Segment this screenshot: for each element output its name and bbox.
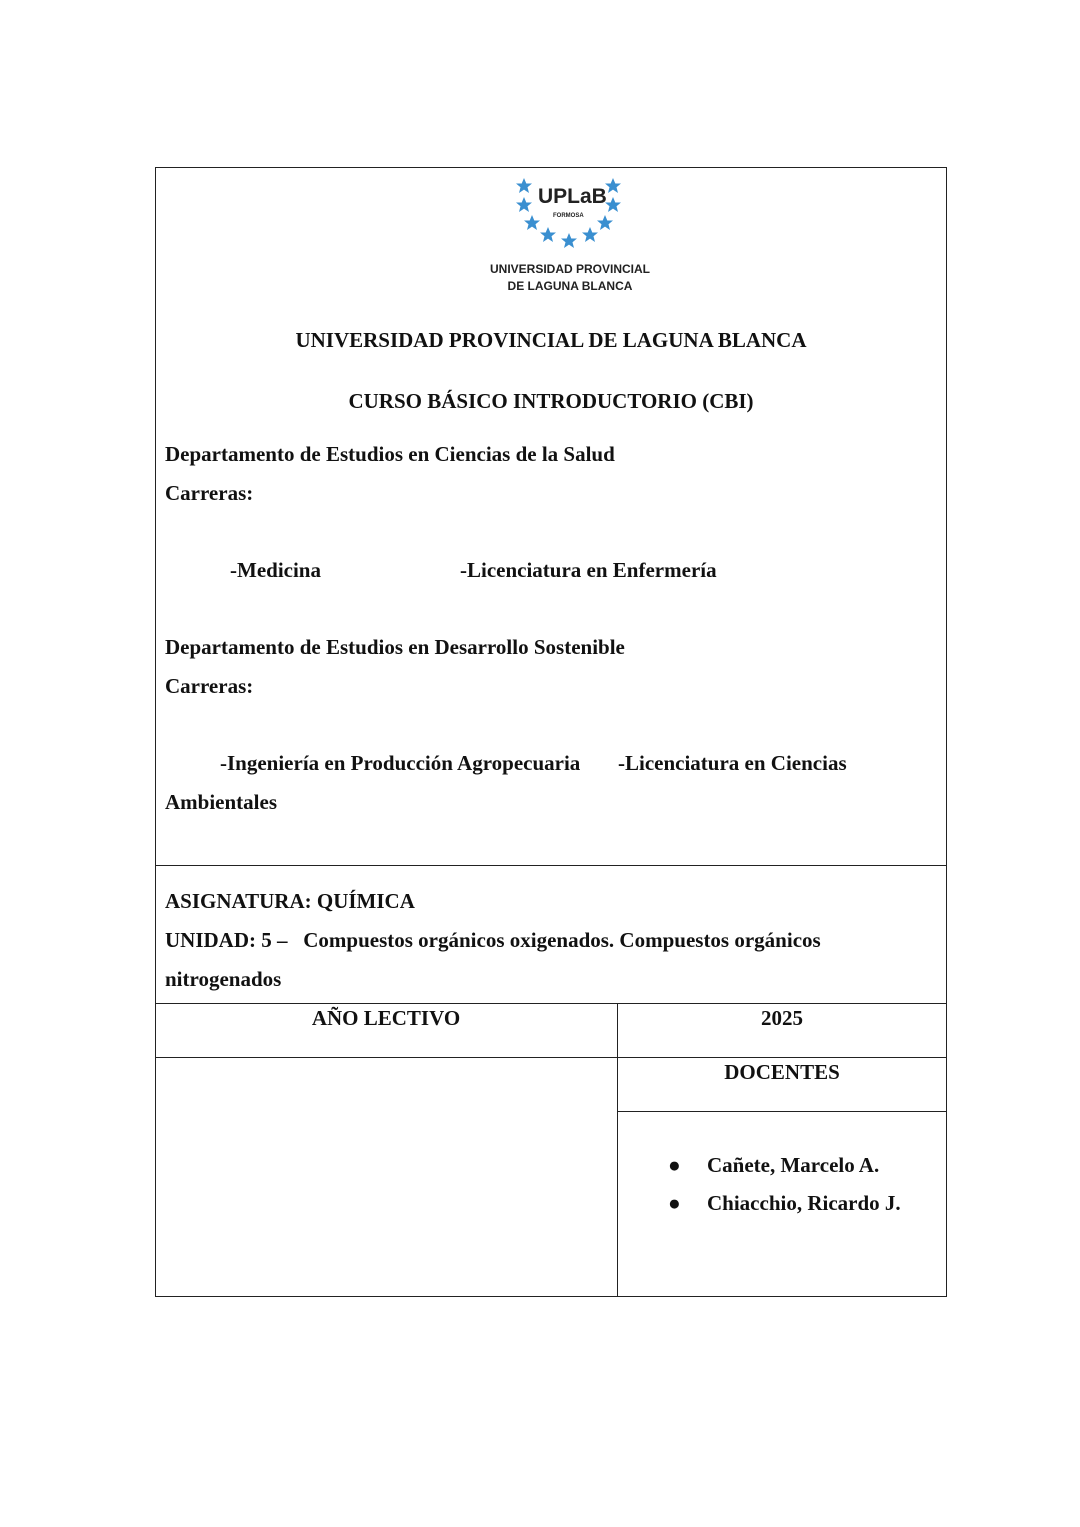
logo-brand: UPLaB [538, 185, 607, 208]
logo-line2: DE LAGUNA BLANCA [507, 279, 633, 293]
border-bottom [155, 1296, 947, 1297]
bullet-icon: ● [668, 1153, 681, 1177]
teachers-label: DOCENTES [724, 1060, 840, 1084]
department-heading: Departamento de Estudios en Desarrollo Sostenible [165, 635, 625, 659]
divider [155, 865, 947, 866]
careers-label: Carreras: [165, 481, 254, 505]
career-item: -Licenciatura en Ciencias [618, 751, 847, 775]
teacher-item: Chiacchio, Ricardo J. [707, 1191, 901, 1215]
column-divider [617, 1003, 618, 1297]
divider [155, 1057, 947, 1058]
career-item: -Medicina [230, 558, 321, 582]
unit-title-cont: nitrogenados [165, 967, 282, 991]
careers-label: Carreras: [165, 674, 254, 698]
career-item: -Licenciatura en Enfermería [460, 558, 717, 582]
year-label: AÑO LECTIVO [311, 1006, 461, 1030]
divider [617, 1111, 947, 1112]
year-value: 2025 [761, 1006, 803, 1030]
page-title: UNIVERSIDAD PROVINCIAL DE LAGUNA BLANCA [295, 328, 807, 352]
course-title: CURSO BÁSICO INTRODUCTORIO (CBI) [348, 389, 754, 413]
logo-sub: FORMOSA [553, 213, 584, 219]
career-item-cont: Ambientales [165, 790, 277, 814]
unit-title: UNIDAD: 5 – Compuestos orgánicos oxigenados. Compuestos orgánicos [165, 928, 821, 952]
university-logo-stars [500, 172, 640, 252]
department-heading: Departamento de Estudios en Ciencias de la Salud [165, 442, 615, 466]
teacher-item: Cañete, Marcelo A. [707, 1153, 880, 1177]
border-top [155, 167, 947, 168]
career-item: -Ingeniería en Producción Agropecuaria [220, 751, 581, 775]
subject-label: ASIGNATURA: QUÍMICA [165, 889, 415, 913]
logo-line1: UNIVERSIDAD PROVINCIAL [489, 262, 650, 276]
divider [155, 1003, 947, 1004]
bullet-icon: ● [668, 1191, 681, 1215]
